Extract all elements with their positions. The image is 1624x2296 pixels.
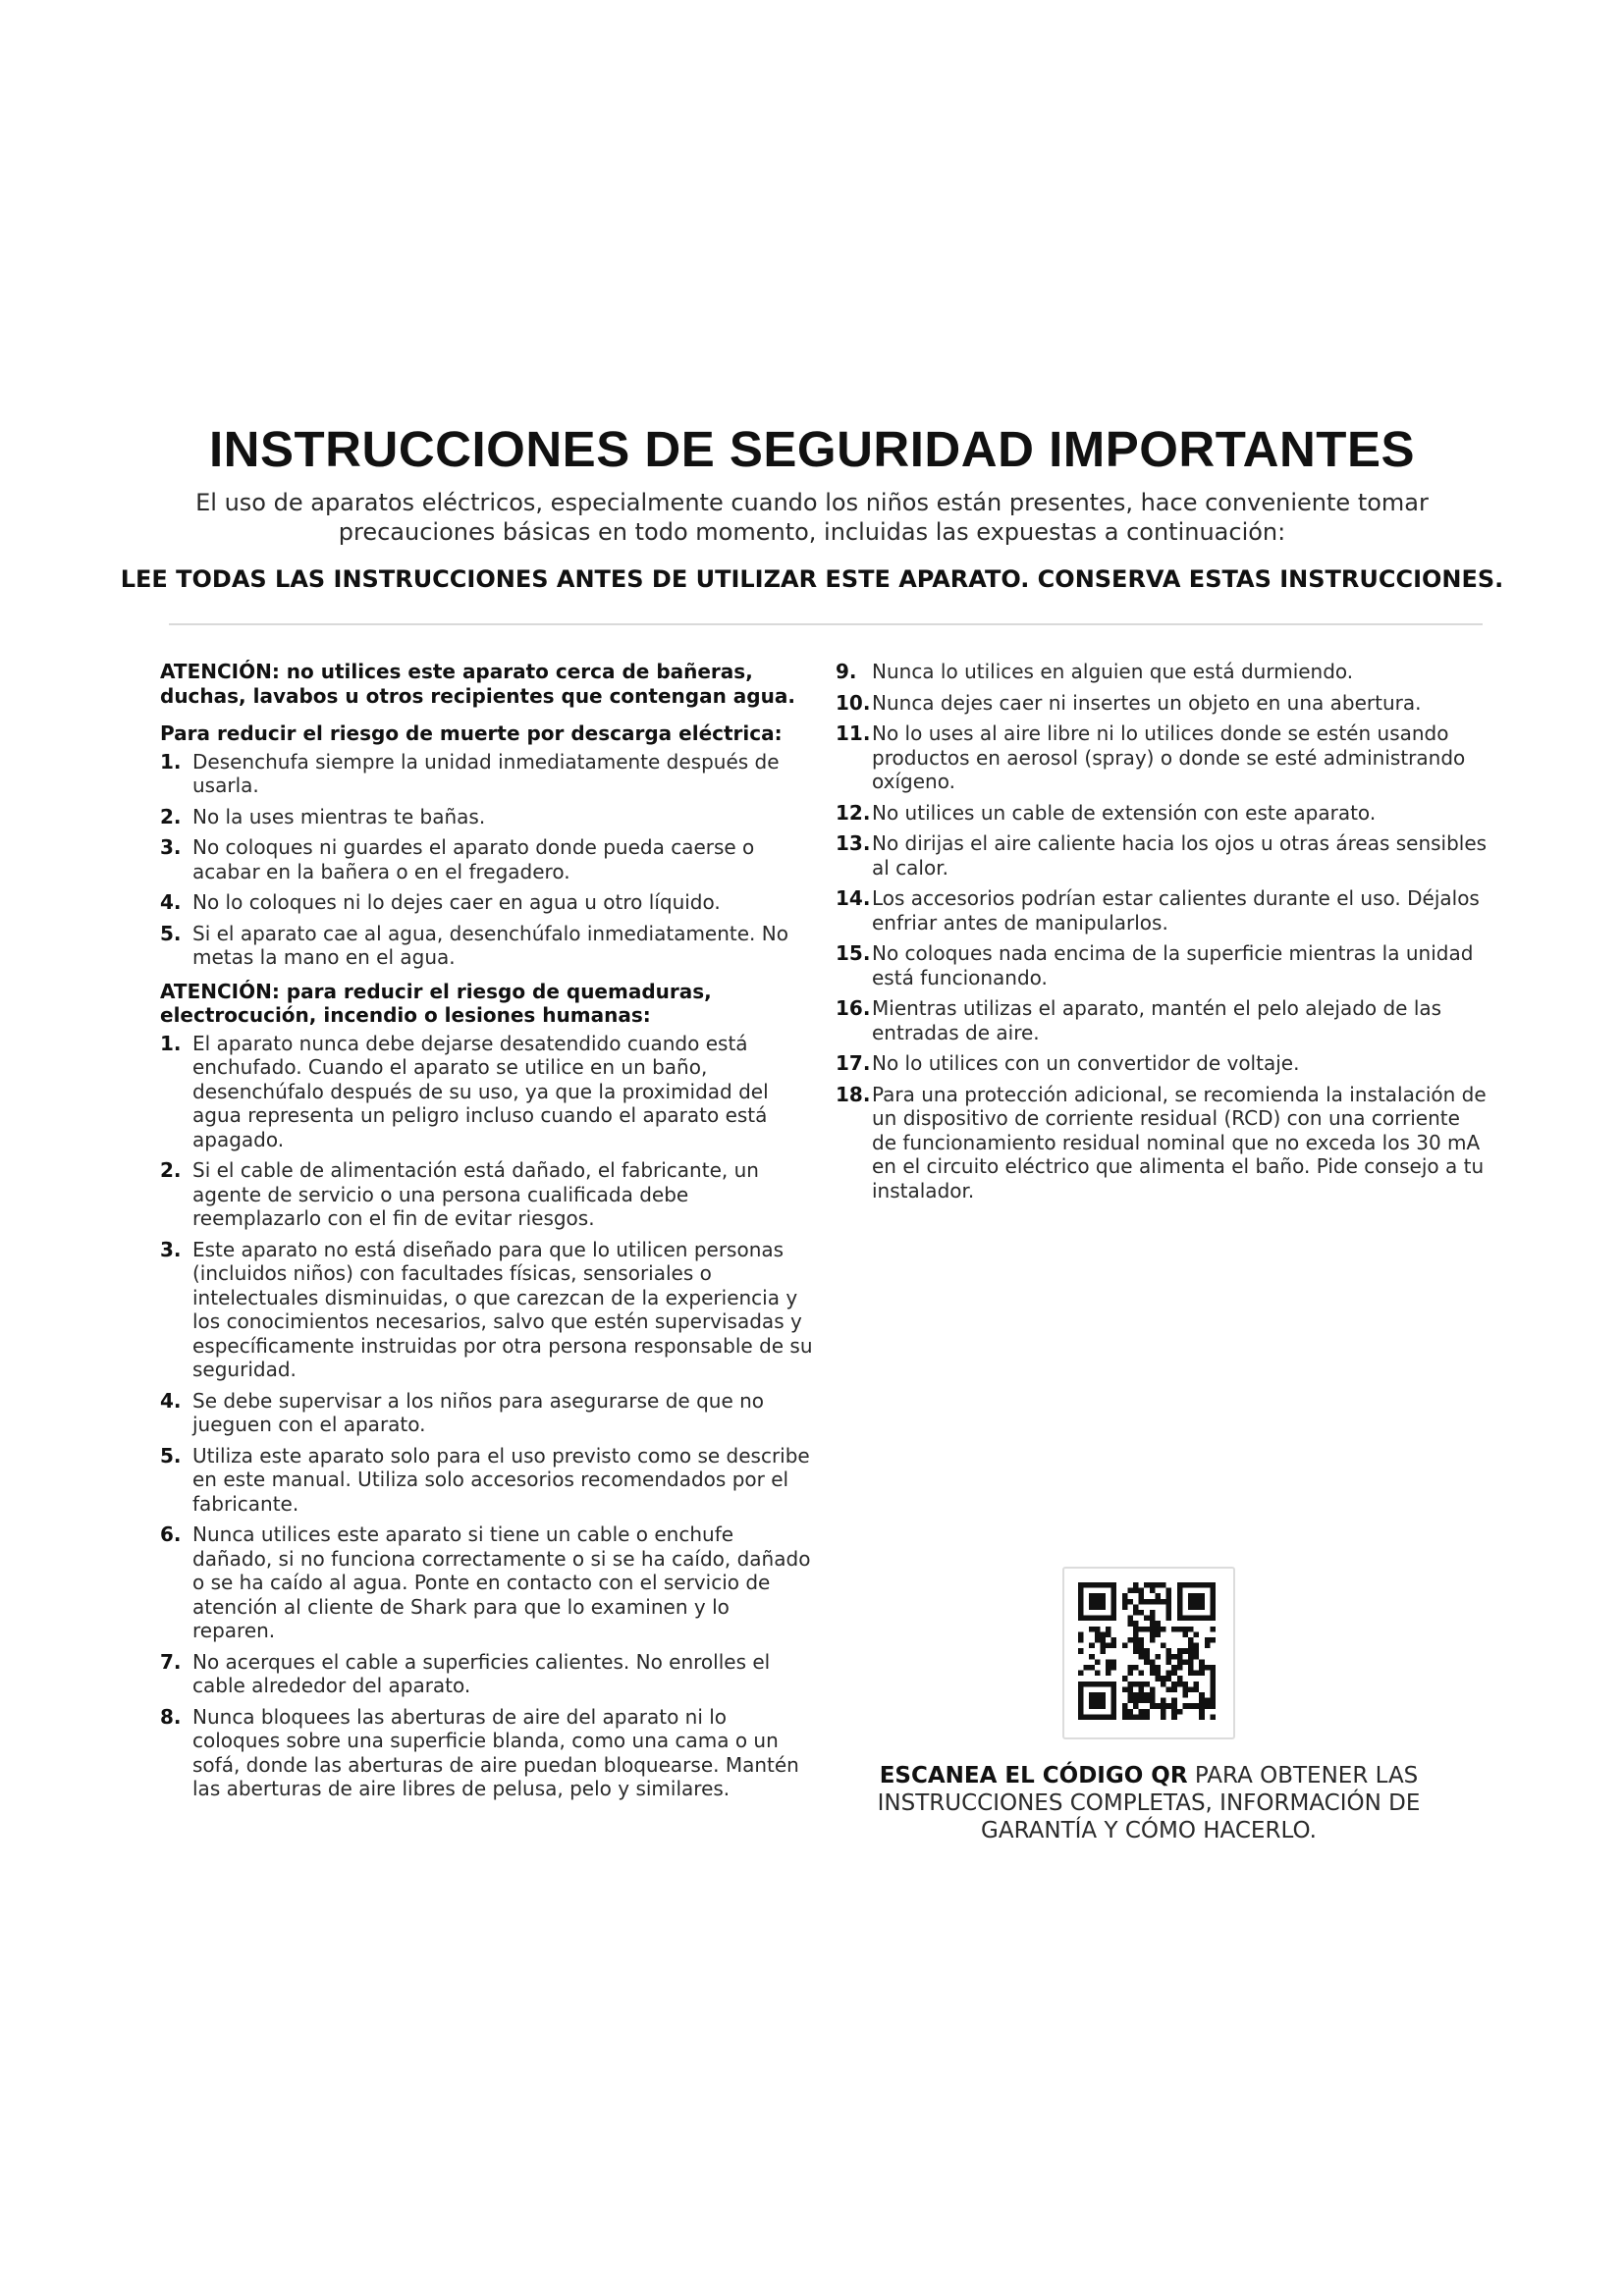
right-column — [836, 660, 1489, 1209]
attention-burns-heading: ATENCIÓN: para reducir el riesgo de quemaduras, electrocución, incendio o lesiones humanas: — [160, 979, 712, 1027]
list-item — [160, 805, 816, 829]
item-number: 1. — [160, 749, 182, 774]
safety-list-left — [160, 1032, 816, 1801]
item-text: Para una protección adicional, se recomienda la instalación de un dispositivo de corriente residual (RCD) con una corriente de funcionamiento residual nominal que no exceda los 30 mA en el circuito eléctrico que alimenta el baño. Pide consejo a tu instalador. — [872, 1082, 1487, 1202]
left-column — [160, 660, 816, 1808]
intro-text — [174, 488, 1450, 547]
item-number: 10. — [836, 690, 871, 715]
qr-code-icon[interactable] — [1078, 1582, 1216, 1720]
shock-list — [160, 750, 816, 970]
list-item — [160, 1158, 816, 1231]
item-text: No la uses mientras te bañas. — [192, 804, 486, 828]
intro-line-1: El uso de aparatos eléctricos, especialmente cuando los niños están presentes, hace conveniente tomar — [195, 489, 1429, 516]
attention-water-heading: ATENCIÓN: no utilices este aparato cerca de bañeras, duchas, lavabos u otros recipientes que contengan agua. — [160, 660, 795, 708]
item-text: No coloques ni guardes el aparato donde pueda caerse o acabar en la bañera o en el fregadero. — [192, 835, 755, 883]
item-number: 9. — [836, 660, 857, 683]
item-number: 15. — [836, 941, 871, 965]
item-text: No lo coloques ni lo dejes caer en agua u otro líquido. — [192, 890, 721, 914]
item-number: 1. — [160, 1031, 182, 1055]
list-item — [836, 660, 1489, 684]
list-item — [836, 886, 1489, 934]
list-item — [160, 1238, 816, 1382]
list-item — [160, 1522, 816, 1643]
item-number: 13. — [836, 831, 871, 855]
intro-line-2: precauciones básicas en todo momento, incluidas las expuestas a continuación: — [338, 518, 1286, 546]
header-divider — [169, 623, 1483, 625]
item-number: 17. — [836, 1051, 871, 1075]
qr-caption — [864, 1762, 1434, 1844]
list-item — [160, 1444, 816, 1517]
item-number: 4. — [160, 890, 182, 914]
item-text: Nunca bloquees las aberturas de aire del aparato ni lo coloques sobre una superficie blanda, como una cama o un sofá, donde las aberturas de aire puedan bloquearse. Mantén las aberturas de aire libres de pelusa, pelo y similares. — [192, 1704, 799, 1800]
list-item — [160, 1389, 816, 1437]
item-text: No coloques nada encima de la superficie mientras la unidad está funcionando. — [872, 941, 1474, 989]
item-number: 12. — [836, 800, 871, 825]
item-number: 5. — [160, 1443, 182, 1468]
list-item — [836, 941, 1489, 989]
item-text: Mientras utilizas el aparato, mantén el pelo alejado de las entradas de aire. — [872, 996, 1442, 1044]
item-text: No lo utilices con un convertidor de voltaje. — [872, 1051, 1300, 1075]
qr-caption-bold: ESCANEA EL CÓDIGO QR — [879, 1763, 1188, 1789]
list-item — [836, 1083, 1489, 1203]
item-text: No lo uses al aire libre ni lo utilices donde se estén usando productos en aerosol (spray) o donde se esté administrando oxígeno. — [872, 721, 1466, 793]
item-text: Los accesorios podrían estar calientes durante el uso. Déjalos enfriar antes de manipularlos. — [872, 886, 1480, 934]
qr-caption-rest: PARA OBTENER LAS INSTRUCCIONES COMPLETAS, INFORMACIÓN DE GARANTÍA Y CÓMO HACERLO. — [877, 1763, 1421, 1843]
item-text: Nunca dejes caer ni insertes un objeto en una abertura. — [872, 690, 1422, 715]
item-text: El aparato nunca debe dejarse desatendido cuando está enchufado. Cuando el aparato se utilice en un baño, desenchúfalo después de su uso, ya que la proximidad del agua representa un peligro incluso cuando el aparato está apagado. — [192, 1031, 769, 1151]
list-item — [160, 922, 816, 970]
item-number: 18. — [836, 1082, 871, 1106]
item-number: 8. — [160, 1704, 182, 1729]
item-text: Si el aparato cae al agua, desenchúfalo inmediatamente. No metas la mano en el agua. — [192, 921, 788, 969]
item-text: Si el cable de alimentación está dañado, el fabricante, un agente de servicio o una persona cualificada debe reemplazarlo con el fin de evitar riesgos. — [192, 1158, 759, 1230]
shock-heading: Para reducir el riesgo de muerte por descarga eléctrica: — [160, 721, 783, 745]
list-item — [836, 801, 1489, 826]
safety-list-right — [836, 660, 1489, 1202]
item-number: 3. — [160, 835, 182, 859]
list-item — [160, 1650, 816, 1698]
page-header — [0, 417, 1624, 594]
item-number: 2. — [160, 804, 182, 828]
item-number: 7. — [160, 1649, 182, 1674]
item-text: No dirijas el aire caliente hacia los ojos u otras áreas sensibles al calor. — [872, 831, 1488, 880]
list-item — [836, 691, 1489, 716]
item-number: 11. — [836, 721, 871, 745]
page-title: INSTRUCCIONES DE SEGURIDAD IMPORTANTES — [209, 421, 1415, 477]
item-text: Desenchufa siempre la unidad inmediatamente después de usarla. — [192, 749, 780, 797]
list-item — [836, 721, 1489, 794]
item-text: No utilices un cable de extensión con este aparato. — [872, 800, 1377, 825]
list-item — [160, 750, 816, 798]
item-text: No acerques el cable a superficies calientes. No enrolles el cable alrededor del aparato. — [192, 1649, 771, 1697]
list-item — [836, 831, 1489, 880]
item-text: Se debe supervisar a los niños para asegurarse de que no jueguen con el aparato. — [192, 1388, 765, 1436]
list-item — [836, 996, 1489, 1044]
read-all-warning: LEE TODAS LAS INSTRUCCIONES ANTES DE UTILIZAR ESTE APARATO. CONSERVA ESTAS INSTRUCCIONES. — [120, 565, 1504, 593]
item-number: 14. — [836, 886, 871, 910]
item-text: Nunca utilices este aparato si tiene un cable o enchufe dañado, si no funciona correctamente o si se ha caído, dañado o se ha caído al agua. Ponte en contacto con el servicio de atención al cliente de Shark para que lo examinen y lo reparen. — [192, 1522, 811, 1642]
item-text: Este aparato no está diseñado para que lo utilicen personas (incluidos niños) con facultades físicas, sensoriales o intelectuales disminuidas, o que carezcan de la experiencia y los conocimientos necesarios, salvo que estén supervisadas y específicamente instruidas por otra persona responsable de su seguridad. — [192, 1237, 813, 1381]
item-text: Utiliza este aparato solo para el uso previsto como se describe en este manual. Utiliza solo accesorios recomendados por el fabricante. — [192, 1443, 810, 1516]
item-text: Nunca lo utilices en alguien que está durmiendo. — [872, 660, 1354, 683]
item-number: 2. — [160, 1158, 182, 1182]
list-item — [160, 1032, 816, 1152]
item-number: 5. — [160, 921, 182, 945]
item-number: 3. — [160, 1237, 182, 1261]
list-item — [160, 1705, 816, 1801]
qr-code-frame[interactable] — [1062, 1567, 1235, 1739]
item-number: 16. — [836, 996, 871, 1020]
item-number: 6. — [160, 1522, 182, 1546]
item-number: 4. — [160, 1388, 182, 1413]
list-item — [836, 1051, 1489, 1076]
list-item — [160, 890, 816, 915]
list-item — [160, 835, 816, 883]
